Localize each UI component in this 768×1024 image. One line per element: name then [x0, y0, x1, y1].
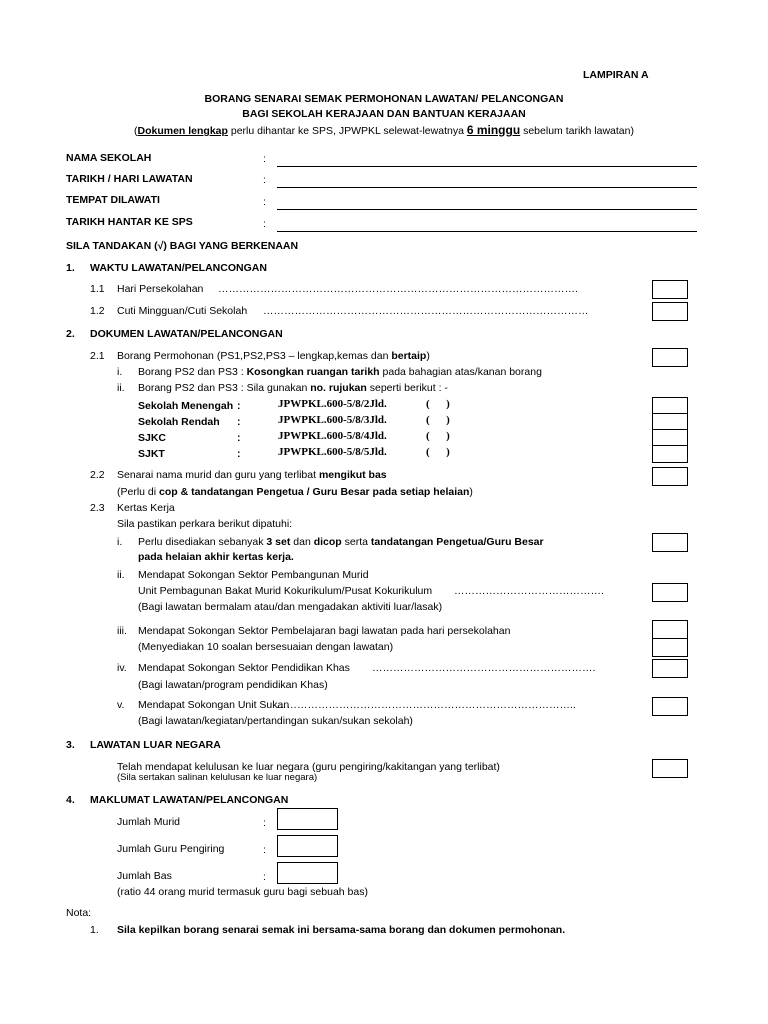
- ref-code: JPWPKL.600-5/8/5Jld.: [278, 446, 387, 458]
- colon: :: [263, 153, 266, 165]
- section-3-number: 3.: [66, 739, 75, 751]
- item-number: 1.2: [90, 305, 105, 317]
- checkbox-holiday[interactable]: [652, 302, 688, 321]
- checkbox-special-ed[interactable]: [652, 659, 688, 678]
- bus-ratio-note: (ratio 44 orang murid termasuk guru bagi sebuah bas): [117, 886, 368, 898]
- appendix-label: LAMPIRAN A: [583, 69, 649, 81]
- school-name-field[interactable]: [277, 166, 697, 167]
- checkbox-school-days[interactable]: [652, 280, 688, 299]
- note-emphasis-complete: Dokumen lengkap: [137, 125, 228, 137]
- item-number: 2.2: [90, 469, 105, 481]
- item-reference-number: Borang PS2 dan PS3 : Sila gunakan no. rujukan seperti berikut : -: [138, 382, 448, 394]
- item-three-sets: Perlu disediakan sebanyak 3 set dan dicop serta tandatangan Pengetua/Guru Besar: [138, 536, 544, 548]
- colon: :: [263, 196, 266, 208]
- item-working-paper: Kertas Kerja: [117, 502, 175, 514]
- leader-dots: …………………………………………………………………………………: [263, 305, 589, 317]
- ref-school-name: SJKC: [138, 432, 167, 444]
- item-special-ed-support: Mendapat Sokongan Sektor Pendidikan Khas: [138, 662, 350, 674]
- ref-code: JPWPKL.600-5/8/3Jld.: [278, 414, 387, 426]
- leader-dots: ……………………………………………………….: [372, 662, 596, 674]
- label-submit-date: TARIKH HANTAR KE SPS: [66, 216, 193, 228]
- roman-numeral: ii.: [117, 382, 125, 394]
- label-school-name: NAMA SEKOLAH: [66, 152, 152, 164]
- input-bus-count[interactable]: [277, 862, 338, 884]
- checkbox-ref-sjkt[interactable]: [652, 445, 688, 463]
- notes-label: Nota:: [66, 907, 92, 919]
- leader-dots: …………………………………….: [454, 585, 604, 597]
- checkbox-learning-a[interactable]: [652, 620, 688, 639]
- roman-numeral: ii.: [117, 569, 125, 581]
- roman-numeral: i.: [117, 366, 123, 378]
- roman-numeral: iii.: [117, 625, 127, 637]
- item-school-days: Hari Persekolahan: [117, 283, 204, 295]
- note-number: 1.: [90, 924, 99, 936]
- input-teacher-count[interactable]: [277, 835, 338, 857]
- item-holiday: Cuti Mingguan/Cuti Sekolah: [117, 305, 248, 317]
- colon: :: [237, 416, 241, 428]
- item-number: 1.1: [90, 283, 105, 295]
- item-overseas-approval: Telah mendapat kelulusan ke luar negara (guru pengiring/kakitangan yang terlibat): [117, 761, 500, 773]
- item-number: 2.1: [90, 350, 105, 362]
- roman-numeral: i.: [117, 536, 123, 548]
- checkbox-student-dev[interactable]: [652, 583, 688, 602]
- ref-school-name: Sekolah Rendah: [138, 416, 220, 428]
- ref-paren: ( ): [426, 414, 450, 426]
- note-attach-form: Sila kepilkan borang senarai semak ini bersama-sama borang dan dokumen permohonan.: [117, 924, 566, 936]
- item-overseas-note: (Sila sertakan salinan kelulusan ke luar negara): [117, 772, 318, 783]
- section-4-title: MAKLUMAT LAWATAN/PELANCONGAN: [90, 794, 289, 806]
- item-learning-note: (Menyediakan 10 soalan bersesuaian dengan lawatan): [138, 641, 394, 653]
- colon: :: [263, 844, 266, 856]
- ref-code: JPWPKL.600-5/8/2Jld.: [278, 398, 387, 410]
- colon: :: [263, 174, 266, 186]
- leader-dots: …………………………………………………………………………..: [276, 699, 576, 711]
- section-1-title: WAKTU LAWATAN/PELANCONGAN: [90, 262, 267, 274]
- colon: :: [263, 218, 266, 230]
- label-visit-date: TARIKH / HARI LAWATAN: [66, 173, 193, 185]
- item-student-dev-note: (Bagi lawatan bermalam atau/dan mengadakan aktiviti luar/lasak): [138, 601, 443, 613]
- submit-date-field[interactable]: [277, 231, 697, 232]
- colon: :: [237, 432, 241, 444]
- checkbox-overseas[interactable]: [652, 759, 688, 778]
- roman-numeral: iv.: [117, 662, 127, 674]
- item-sports-support: Mendapat Sokongan Unit Sukan: [138, 699, 290, 711]
- item-special-ed-note: (Bagi lawatan/program pendidikan Khas): [138, 679, 328, 691]
- checkbox-name-list[interactable]: [652, 467, 688, 486]
- label-student-count: Jumlah Murid: [117, 816, 181, 828]
- label-teacher-count: Jumlah Guru Pengiring: [117, 843, 225, 855]
- form-title: BORANG SENARAI SEMAK PERMOHONAN LAWATAN/ PELANCONGAN: [204, 93, 564, 105]
- ref-school-name: Sekolah Menengah: [138, 400, 234, 412]
- section-4-number: 4.: [66, 794, 75, 806]
- item-number: 2.3: [90, 502, 105, 514]
- ref-paren: ( ): [426, 430, 450, 442]
- section-2-number: 2.: [66, 328, 75, 340]
- colon: :: [263, 871, 266, 883]
- instruction-tick: SILA TANDAKAN (√) BAGI YANG BERKENAAN: [66, 240, 299, 252]
- roman-numeral: v.: [117, 699, 125, 711]
- section-3-title: LAWATAN LUAR NEGARA: [90, 739, 221, 751]
- visit-date-field[interactable]: [277, 187, 697, 188]
- checkbox-learning-b[interactable]: [652, 638, 688, 657]
- checkbox-application-form[interactable]: [652, 348, 688, 367]
- label-bus-count: Jumlah Bas: [117, 870, 172, 882]
- item-three-sets-cont: pada helaian akhir kertas kerja.: [138, 551, 294, 563]
- ref-paren: ( ): [426, 398, 450, 410]
- checkbox-sports[interactable]: [652, 697, 688, 716]
- colon: :: [237, 448, 241, 460]
- checkbox-three-sets[interactable]: [652, 533, 688, 552]
- place-visited-field[interactable]: [277, 209, 697, 210]
- working-paper-instruction: Sila pastikan perkara berikut dipatuhi:: [117, 518, 293, 530]
- label-place-visited: TEMPAT DILAWATI: [66, 194, 160, 206]
- note-emphasis-weeks: 6 minggu: [466, 123, 521, 137]
- item-name-list: Senarai nama murid dan guru yang terlibat mengikut bas: [117, 469, 387, 481]
- ref-paren: ( ): [426, 446, 450, 458]
- leader-dots: ………………………………………………………………………………………….: [218, 283, 578, 295]
- section-1-number: 1.: [66, 262, 75, 274]
- item-application-form: Borang Permohonan (PS1,PS2,PS3 – lengkap,kemas dan bertaip): [117, 350, 430, 362]
- colon: :: [237, 400, 241, 412]
- item-learning-support: Mendapat Sokongan Sektor Pembelajaran bagi lawatan pada hari persekolahan: [138, 625, 511, 637]
- item-name-list-note: (Perlu di cop & tandatangan Pengetua / Guru Besar pada setiap helaian): [117, 486, 473, 498]
- ref-school-name: SJKT: [138, 448, 165, 460]
- item-sports-note: (Bagi lawatan/kegiatan/pertandingan sukan/sukan sekolah): [138, 715, 413, 727]
- colon: :: [263, 817, 266, 829]
- ref-code: JPWPKL.600-5/8/4Jld.: [278, 430, 387, 442]
- input-student-count[interactable]: [277, 808, 338, 830]
- form-subtitle: BAGI SEKOLAH KERAJAAN DAN BANTUAN KERAJAAN: [242, 108, 526, 120]
- submission-note: (Dokumen lengkap perlu dihantar ke SPS, JPWPKL selewat-lewatnya 6 minggu sebelum tarikh lawatan): [134, 123, 634, 137]
- item-empty-date: Borang PS2 dan PS3 : Kosongkan ruangan tarikh pada bahagian atas/kanan borang: [138, 366, 542, 378]
- item-student-dev-support: Mendapat Sokongan Sektor Pembangunan Murid: [138, 569, 369, 581]
- item-cocurricular-unit: Unit Pembagunan Bakat Murid Kokurikulum/Pusat Kokurikulum: [138, 585, 433, 597]
- section-2-title: DOKUMEN LAWATAN/PELANCONGAN: [90, 328, 283, 340]
